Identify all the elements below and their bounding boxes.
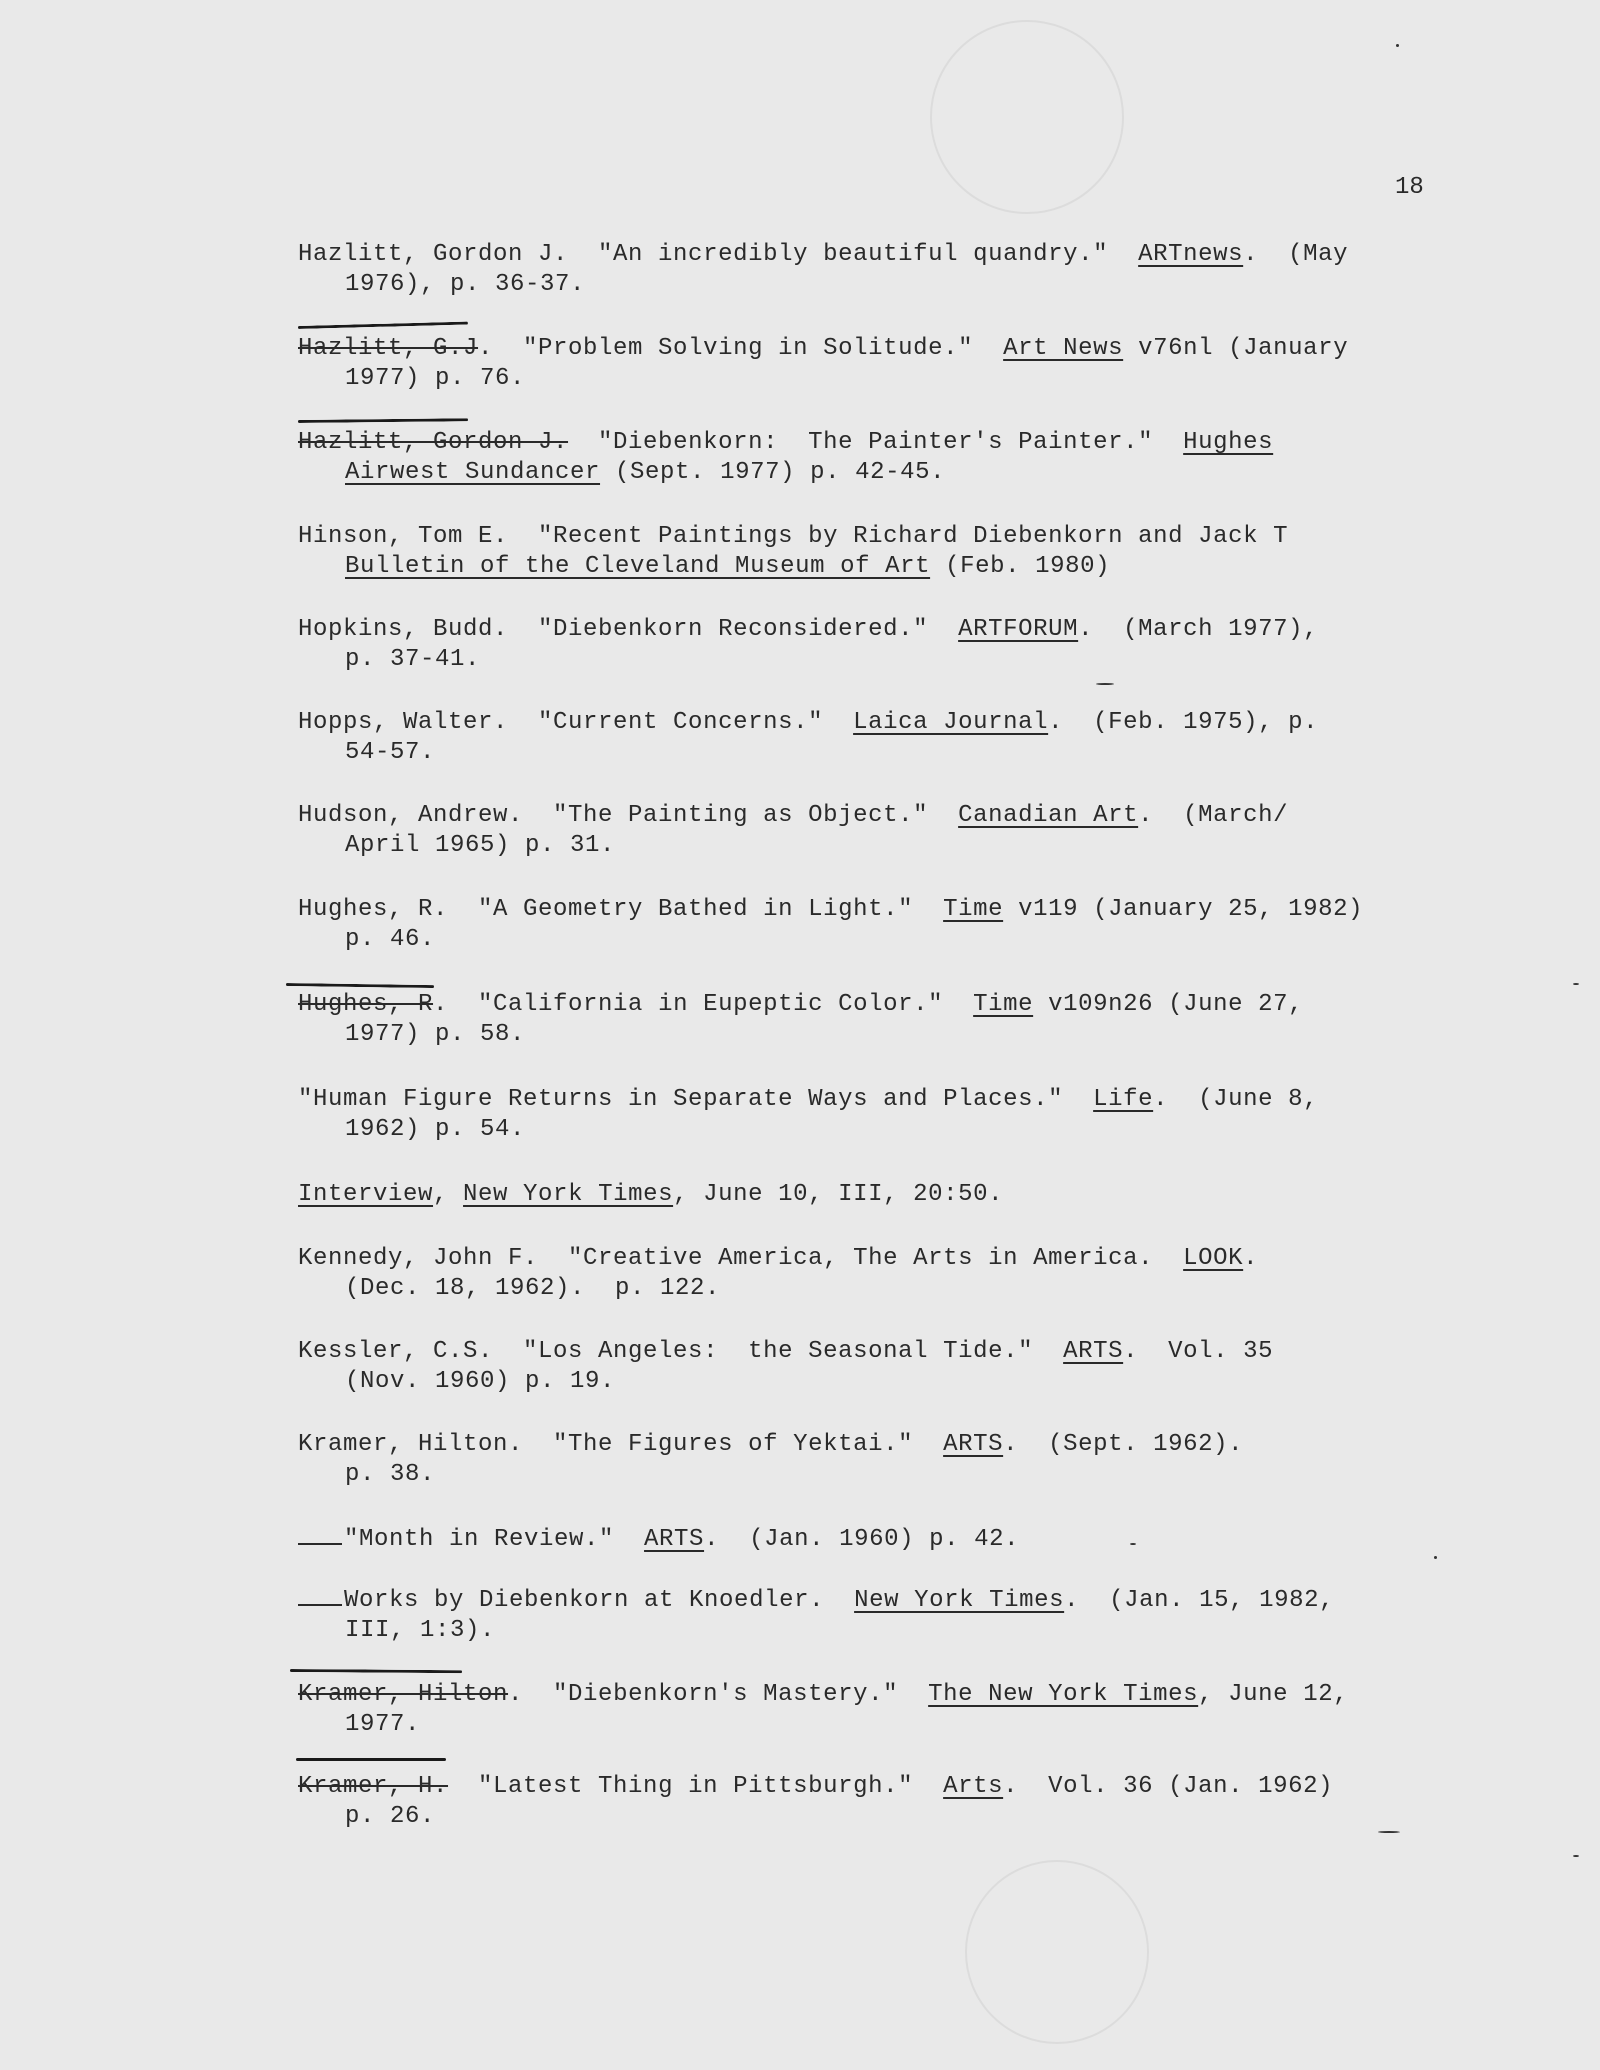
publication-title: The New York Times	[928, 1681, 1199, 1708]
publication-title: Time	[943, 896, 1004, 923]
pen-mark	[296, 1758, 446, 1761]
bibliography-entry	[298, 240, 1438, 300]
entry-first-line	[298, 708, 1438, 738]
watermark-globe-top	[930, 20, 1124, 214]
paper-speck	[1573, 1855, 1579, 1857]
citation-text: p. 26.	[345, 1803, 436, 1830]
ditto-author-line	[298, 1542, 342, 1545]
bibliography-entry	[298, 1180, 1438, 1210]
publication-title: Interview	[298, 1181, 434, 1208]
citation-text: April 1965) p. 31.	[345, 832, 616, 859]
entry-first-line	[298, 522, 1438, 552]
entry-continuation-line	[298, 645, 1438, 675]
entry-first-line	[298, 1680, 1438, 1710]
citation-text: . (May	[1243, 241, 1349, 268]
struck-author: Hughes, R	[298, 991, 434, 1018]
citation-text: . (Jan. 15, 1982,	[1064, 1587, 1335, 1614]
citation-text: v76nl (January	[1123, 335, 1349, 362]
bibliography-entry	[298, 615, 1438, 675]
publication-title: New York Times	[854, 1587, 1065, 1614]
entry-continuation-line	[298, 364, 1438, 394]
entry-first-line	[298, 334, 1438, 364]
citation-text: . (June 8,	[1153, 1086, 1319, 1113]
entry-first-line	[298, 428, 1438, 458]
paper-speck	[1573, 983, 1579, 985]
bibliography-entry	[298, 990, 1438, 1050]
ditto-author-line	[298, 1603, 342, 1606]
bibliography-entry	[298, 522, 1438, 582]
entry-first-line	[298, 895, 1438, 925]
struck-author: Hazlitt, G.J	[298, 335, 479, 362]
entry-continuation-line	[298, 1460, 1438, 1490]
citation-text: p. 37-41.	[345, 646, 481, 673]
citation-text: 1977) p. 76.	[345, 365, 526, 392]
publication-title: Airwest Sundancer	[345, 459, 601, 486]
pen-mark	[286, 983, 434, 988]
entry-continuation-line	[298, 458, 1438, 488]
citation-text: p. 38.	[345, 1461, 436, 1488]
citation-text: (Sept. 1977) p. 42-45.	[600, 459, 946, 486]
publication-title: Time	[973, 991, 1034, 1018]
entry-continuation-line	[298, 738, 1438, 768]
entry-continuation-line	[298, 1115, 1438, 1145]
bibliography-entry	[298, 1430, 1438, 1490]
bibliography-entry	[298, 801, 1438, 861]
entry-first-line	[298, 990, 1438, 1020]
citation-text: . (March 1977),	[1078, 616, 1319, 643]
paper-speck	[1378, 1831, 1400, 1833]
bibliography-entry	[298, 1085, 1438, 1145]
entry-first-line	[298, 1430, 1438, 1460]
entry-first-line	[298, 1180, 1438, 1210]
citation-text: Hopkins, Budd. "Diebenkorn Reconsidered."	[298, 616, 959, 643]
citation-text: 1976), p. 36-37.	[345, 271, 586, 298]
bibliography-entry	[298, 334, 1438, 394]
entry-continuation-line	[298, 1020, 1438, 1050]
bibliography-entry	[298, 1337, 1438, 1397]
paper-speck	[1434, 1556, 1437, 1559]
entry-continuation-line	[298, 1616, 1438, 1646]
citation-text: "Diebenkorn: The Painter's Painter."	[568, 429, 1184, 456]
bibliography-entry	[298, 428, 1438, 488]
publication-title: ARTS	[943, 1431, 1004, 1458]
paper-speck	[1396, 44, 1399, 47]
bibliography-entry	[298, 1525, 1438, 1555]
publication-title: Art News	[1003, 335, 1124, 362]
pen-mark	[290, 1669, 462, 1673]
citation-text: . Vol. 35	[1123, 1338, 1274, 1365]
citation-text: . Vol. 36 (Jan. 1962)	[1003, 1773, 1334, 1800]
entry-first-line	[298, 1337, 1438, 1367]
citation-text: . (March/	[1138, 802, 1289, 829]
citation-text: , June 12,	[1198, 1681, 1349, 1708]
citation-text: 1977) p. 58.	[345, 1021, 526, 1048]
bibliography-entry	[298, 1680, 1438, 1740]
entry-first-line	[298, 1085, 1438, 1115]
entry-first-line	[298, 1772, 1438, 1802]
citation-text: . "Problem Solving in Solitude."	[478, 335, 1004, 362]
watermark-globe-bottom	[965, 1860, 1149, 2044]
citation-text: . "California in Eupeptic Color."	[433, 991, 974, 1018]
citation-text: v119 (January 25, 1982)	[1003, 896, 1364, 923]
citation-text: Hopps, Walter. "Current Concerns."	[298, 709, 854, 736]
publication-title: ARTFORUM	[958, 616, 1079, 643]
citation-text: . (Feb. 1975), p.	[1048, 709, 1319, 736]
entry-first-line	[298, 1525, 1438, 1555]
bibliography-entry	[298, 708, 1438, 768]
citation-text: III, 1:3).	[345, 1617, 496, 1644]
entry-continuation-line	[298, 1274, 1438, 1304]
bibliography-entry	[298, 1586, 1438, 1646]
pen-mark	[298, 418, 468, 423]
entry-first-line	[298, 1244, 1438, 1274]
citation-text: 1977.	[345, 1711, 421, 1738]
publication-title: ARTS	[1063, 1338, 1124, 1365]
citation-text: (Feb. 1980)	[930, 553, 1111, 580]
entry-continuation-line	[298, 1710, 1438, 1740]
struck-author: Kramer, H.	[298, 1773, 449, 1800]
publication-title: Arts	[943, 1773, 1004, 1800]
bibliography-entry	[298, 1244, 1438, 1304]
entry-continuation-line	[298, 552, 1438, 582]
publication-title: Canadian Art	[958, 802, 1139, 829]
entry-first-line	[298, 240, 1438, 270]
citation-text: ,	[433, 1181, 464, 1208]
citation-text: v109n26 (June 27,	[1033, 991, 1304, 1018]
publication-title: ARTnews	[1138, 241, 1244, 268]
citation-text: . (Sept. 1962).	[1003, 1431, 1244, 1458]
citation-text: (Dec. 18, 1962). p. 122.	[345, 1275, 721, 1302]
citation-text: 54-57.	[345, 739, 436, 766]
struck-author: Hazlitt, Gordon J.	[298, 429, 569, 456]
entry-first-line	[298, 1586, 1438, 1616]
entry-continuation-line	[298, 831, 1438, 861]
citation-text: Kramer, Hilton. "The Figures of Yektai."	[298, 1431, 944, 1458]
citation-text: "Month in Review."	[344, 1526, 645, 1553]
citation-text: "Latest Thing in Pittsburgh."	[448, 1773, 944, 1800]
pen-mark	[298, 322, 468, 329]
citation-text: (Nov. 1960) p. 19.	[345, 1368, 616, 1395]
entry-first-line	[298, 801, 1438, 831]
citation-text: Works by Diebenkorn at Knoedler.	[344, 1587, 855, 1614]
citation-text: 1962) p. 54.	[345, 1116, 526, 1143]
citation-text: , June 10, III, 20:50.	[673, 1181, 1004, 1208]
struck-author: Kramer, Hilton	[298, 1681, 509, 1708]
entry-first-line	[298, 615, 1438, 645]
publication-title: Life	[1093, 1086, 1154, 1113]
paper-speck	[1130, 1543, 1136, 1545]
citation-text: . (Jan. 1960) p. 42.	[704, 1526, 1020, 1553]
citation-text: Kessler, C.S. "Los Angeles: the Seasonal Tide."	[298, 1338, 1064, 1365]
publication-title: LOOK	[1183, 1245, 1244, 1272]
publication-title: New York Times	[463, 1181, 674, 1208]
citation-text: Hazlitt, Gordon J. "An incredibly beautiful quandry."	[298, 241, 1139, 268]
paper-speck	[1096, 683, 1114, 685]
citation-text: . "Diebenkorn's Mastery."	[508, 1681, 929, 1708]
citation-text: "Human Figure Returns in Separate Ways and Places."	[298, 1086, 1094, 1113]
citation-text: .	[1243, 1245, 1259, 1272]
publication-title: Hughes	[1183, 429, 1274, 456]
entry-continuation-line	[298, 1802, 1438, 1832]
bibliography-entry	[298, 1772, 1438, 1832]
entry-continuation-line	[298, 925, 1438, 955]
publication-title: ARTS	[644, 1526, 705, 1553]
bibliography-entry	[298, 895, 1438, 955]
citation-text: Hinson, Tom E. "Recent Paintings by Richard Diebenkorn and Jack T	[298, 523, 1289, 550]
publication-title: Laica Journal	[853, 709, 1049, 736]
citation-text: Hudson, Andrew. "The Painting as Object."	[298, 802, 959, 829]
publication-title: Bulletin of the Cleveland Museum of Art	[345, 553, 931, 580]
page-number: 18	[1395, 174, 1424, 201]
citation-text: p. 46.	[345, 926, 436, 953]
citation-text: Hughes, R. "A Geometry Bathed in Light."	[298, 896, 944, 923]
entry-continuation-line	[298, 1367, 1438, 1397]
entry-continuation-line	[298, 270, 1438, 300]
citation-text: Kennedy, John F. "Creative America, The Arts in America.	[298, 1245, 1184, 1272]
